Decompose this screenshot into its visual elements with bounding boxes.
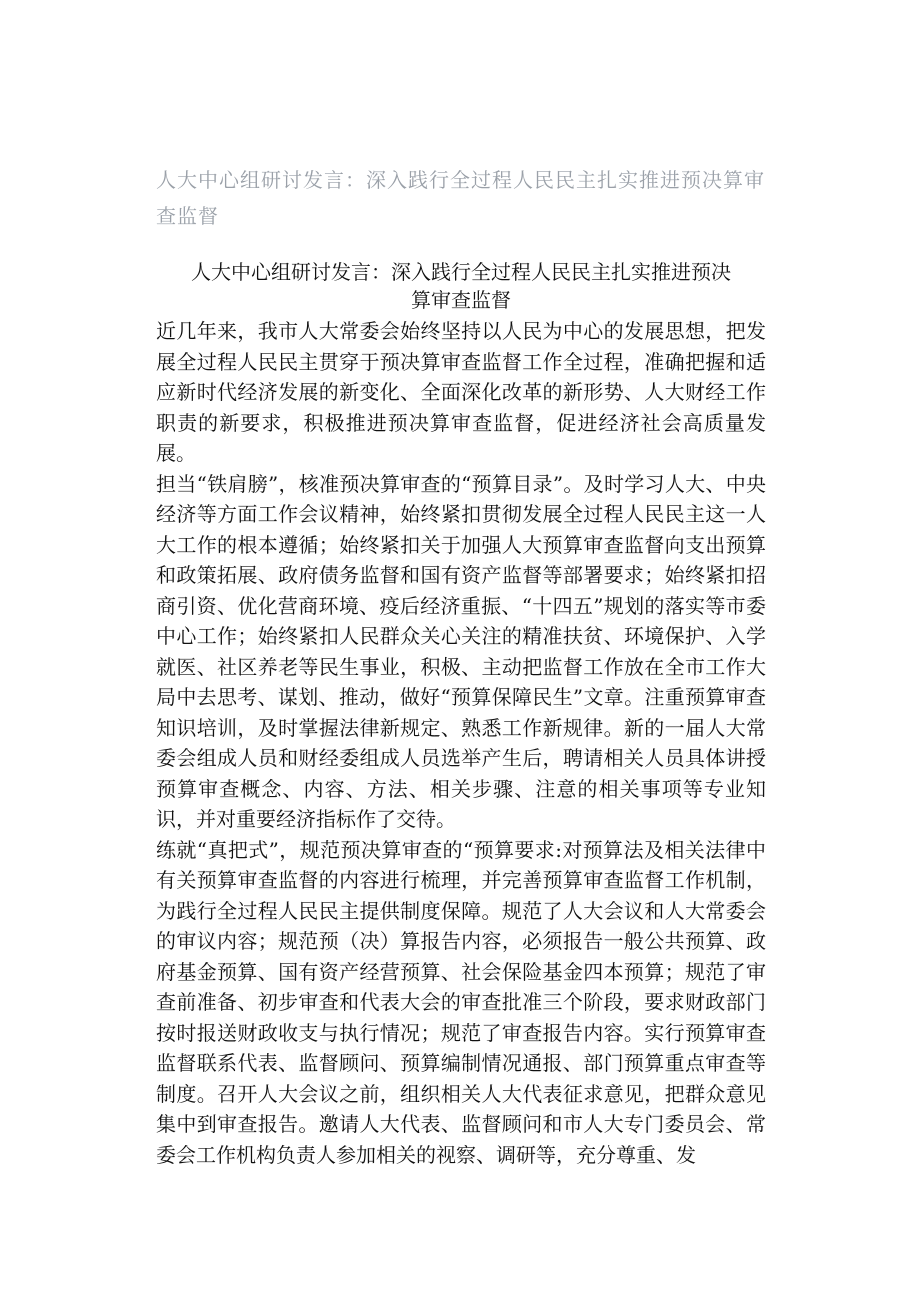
document-title-line-2: 算审查监督 — [411, 288, 511, 312]
paragraph-budget-catalog: 担当“铁肩膀”，核准预决算审查的“预算目录”。及时学习人大、中央经济等方面工作会议精神，始终紧扣贯彻发展全过程人民民主这一人大工作的根本遵循；始终紧扣关于加强人大预算审查监督向支出预算和政策拓展、政府债务监督和国有资产监督等部署要求；始终紧扣招商引资、优化营商环境、疫后经济重振、“十四五”规划的落实等市委中心工作；始终紧扣人民群众关心关注的精准扶贫、环境保护、入学就医、社区养老等民生事业，积极、主动把监督工作放在全市工作大局中去思考、谋划、推动，做好“预算保障民生”文章。注重预算审查知识培训，及时掌握法律新规定、熟悉工作新规律。新的一届人大常委会组成人员和财经委组成人员选举产生后，聘请相关人员具体讲授预算审查概念、内容、方法、相关步骤、注意的相关事项等专业知识，并对重要经济指标作了交待。 — [156, 471, 766, 831]
paragraph-intro: 近几年来，我市人大常委会始终坚持以人民为中心的发展思想，把发展全过程人民民主贯穿于预决算审查监督工作全过程，准确把握和适应新时代经济发展的新变化、全面深化改革的新形势、人大财经工作职责的新要求，积极推进预决算审查监督，促进经济社会高质量发展。 — [156, 319, 766, 465]
paragraph-budget-requirements: 练就“真把式”，规范预决算审查的“预算要求:对预算法及相关法律中有关预算审查监督的内容进行梳理，并完善预算审查监督工作机制，为践行全过程人民民主提供制度保障。规范了人大会议和人大常委会的审议内容；规范预（决）算报告内容，必须报告一般公共预算、政府基金预算、国有资产经营预算、社会保险基金四本预算；规范了审查前准备、初步审查和代表大会的审查批准三个阶段，要求财政部门按时报送财政收支与执行情况；规范了审查报告内容。实行预算审查监督联系代表、监督顾问、预算编制情况通报、部门预算重点审查等制度。召开人大会议之前，组织相关人大代表征求意见，把群众意见集中到审查报告。邀请人大代表、监督顾问和市人大专门委员会、常委会工作机构负责人参加相关的视察、调研等，充分尊重、发 — [156, 837, 766, 1167]
document-body — [156, 316, 766, 1170]
document-title — [156, 258, 766, 314]
document-header-title: 人大中心组研讨发言：深入践行全过程人民民主扎实推进预决算审查监督 — [156, 168, 765, 228]
document-title-line-1: 人大中心组研讨发言：深入践行全过程人民民主扎实推进预决 — [191, 260, 731, 284]
